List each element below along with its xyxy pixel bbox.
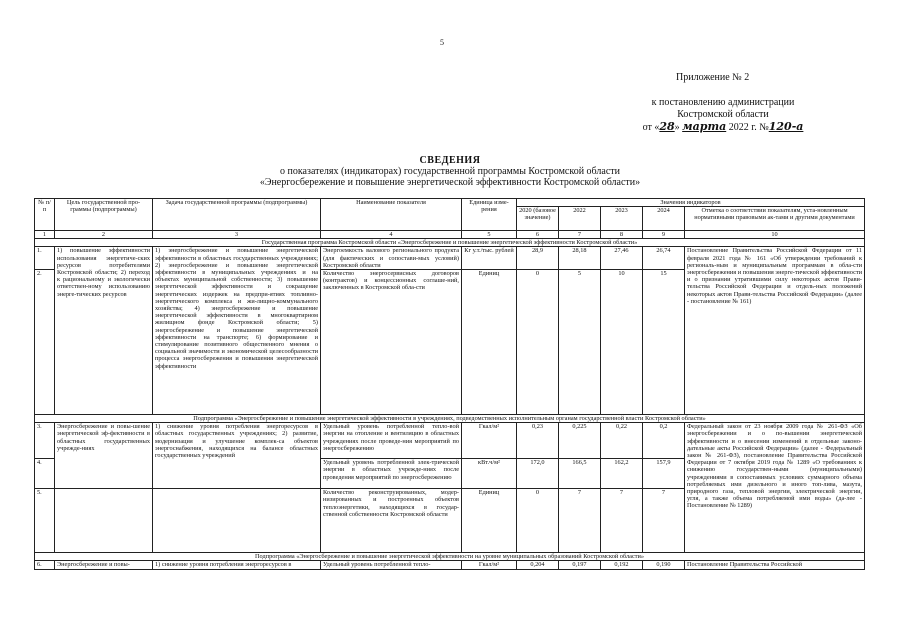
document-heading: [200, 155, 700, 188]
cell-unit: Единиц: [462, 489, 517, 553]
header-task: Задача государственной программы (подпрограммы): [153, 199, 321, 231]
cell-2020: 0,204: [517, 561, 559, 569]
cell-indicator: Количество реконструированных, модер-низированных и построенных объектов теплоэнергетики, находящихся в государ-ственной собственности Костромской области: [321, 489, 462, 553]
section-heading: Подпрограмма «Энергосбережение и повышение энергетической эффективности на уровне муниципальных образований Костромской области»: [35, 553, 865, 561]
cell-num: 3.: [35, 423, 55, 459]
handwritten-month: марта: [682, 120, 727, 133]
cell-goal: [55, 489, 153, 553]
appendix-title: Приложение № 2: [676, 72, 750, 83]
cell-unit: Единиц: [462, 270, 517, 415]
cell-unit: Гкал/м²: [462, 561, 517, 569]
resolution-block: [608, 97, 838, 134]
cell-indicator: Удельный уровень потребленной элек-трической энергии в областных учрежде-ниях после проведения мероприятий по энергосбережению: [321, 459, 462, 489]
col-number: 4: [321, 231, 462, 239]
cell-2023: 10: [601, 270, 643, 415]
cell-goal: Энергосбережение и повы-шение энергетической эф-фективности в областных государственных учрежде-ниях: [55, 423, 153, 489]
col-number: 10: [685, 231, 865, 239]
cell-num: 4.: [35, 459, 55, 489]
col-number: 7: [559, 231, 601, 239]
indicators-table: [34, 198, 865, 570]
cell-2022: 166,5: [559, 459, 601, 489]
col-number: 8: [601, 231, 643, 239]
cell-task: 1) энергосбережение и повышение энергетической эффективности в областных государственных учреждениях; 2) энергосбережение и повышение энергетической эффективности в муниципальных учреждениях и на объектах муниципальной собственности; 3) повышение энергетической эффективности и сокращение энергетических издержек на предпри-ятиях топливно-энергетического комплекса и жи-лищно-коммунального хозяйства; 4) энергосбережение и повышение энергетической эффективности в многоквартирном жилищном фонде Костромской области; 5) энергосбережение и повышение энергетической эффективности на транспорте; 6) формирование и стимулирование позитивного общественного мнения о социальной значимости и экономической целесообразности процесса энергосбережения и повышения энергетической эффективности: [153, 247, 321, 415]
header-2022: 2022: [559, 207, 601, 231]
column-numbers-row: [35, 231, 865, 239]
cell-num: 2.: [35, 270, 55, 415]
table-row: [35, 247, 865, 270]
header-values-group: Значения индикаторов: [517, 199, 865, 207]
header-num: № п/п: [35, 199, 55, 231]
header-note: Отметка о соответствии показателям, уста-новленным нормативными правовыми ак-тами и другими документами: [685, 207, 865, 231]
col-number: 6: [517, 231, 559, 239]
col-number: 1: [35, 231, 55, 239]
section-heading: Государственная программа Костромской области «Энергосбережение и повышение энергетической эффективности Костромской области»: [35, 239, 865, 247]
document-title: СВЕДЕНИЯ: [419, 155, 481, 166]
cell-num: 5.: [35, 489, 55, 553]
col-number: 9: [643, 231, 685, 239]
table-row: [35, 561, 865, 569]
cell-2023: 0,192: [601, 561, 643, 569]
cell-task: 1) снижение уровня потребления энергоресурсов в: [153, 561, 321, 569]
cell-goal: Энергосбережение и повы-: [55, 561, 153, 569]
cell-note: Постановление Правительства Российской Федерации от 11 февраля 2021 года № 161 «Об утверждении требований к региональ-ным и муниципальным программам в обла-сти энергосбережения и повышения энерге-тической эффективности и о признании утратившими силу некоторых актов Прави-тельства Российской Федерации и отдель-ных положений некоторых актов Прави-тельства Российской Федерации» (далее - постановление № 161): [685, 247, 865, 415]
header-indicator: Наименование показателя: [321, 199, 462, 231]
cell-2024: 0,190: [643, 561, 685, 569]
cell-2024: 15: [643, 270, 685, 415]
cell-2023: 27,46: [601, 247, 643, 270]
cell-num: 1.: [35, 247, 55, 270]
table-row: [35, 423, 865, 459]
cell-unit: Гкал/м²: [462, 423, 517, 459]
header-2023: 2023: [601, 207, 643, 231]
header-unit: Единица изме-рения: [462, 199, 517, 231]
col-number: 2: [55, 231, 153, 239]
cell-2024: 7: [643, 489, 685, 553]
cell-task: 1) снижение уровня потребления энергоресурсов в областных государственных учреждениях; 2) развитие, модернизация и улучшение комплек-са объектов энергоснабжения, находящихся на балансе областных государственных учреждений: [153, 423, 321, 489]
section-heading: Подпрограмма «Энергосбережение и повышение энергетической эффективности в учреждениях, подведомственных исполнительным органам государственной власти Костромской области»: [35, 415, 865, 423]
cell-2023: 0,22: [601, 423, 643, 459]
resolution-line1: к постановлению администрации: [651, 97, 795, 108]
cell-unit: Кг у.т./тыс. рублей: [462, 247, 517, 270]
handwritten-day: 28: [659, 120, 675, 133]
col-number: 3: [153, 231, 321, 239]
cell-indicator: Удельный уровень потребленной тепло-: [321, 561, 462, 569]
cell-2024: 26,74: [643, 247, 685, 270]
cell-2024: 0,2: [643, 423, 685, 459]
cell-2023: 162,2: [601, 459, 643, 489]
cell-2020: 0: [517, 489, 559, 553]
cell-2022: 0,225: [559, 423, 601, 459]
col-number: 5: [462, 231, 517, 239]
header-2020: 2020 (базовое значение): [517, 207, 559, 231]
cell-note: Постановление Правительства Российской: [685, 561, 865, 569]
handwritten-number: 120-а: [768, 120, 804, 133]
cell-2020: 0: [517, 270, 559, 415]
header-2024: 2024: [643, 207, 685, 231]
cell-2022: 5: [559, 270, 601, 415]
cell-2023: 7: [601, 489, 643, 553]
cell-2022: 0,197: [559, 561, 601, 569]
cell-2024: 157,9: [643, 459, 685, 489]
resolution-date: от «28» марта 2022 г. №120-а: [642, 120, 804, 133]
heading-line2: о показателях (индикаторах) государственной программы Костромской области: [280, 166, 620, 177]
heading-line3: «Энергосбережение и повышение энергетической эффективности Костромской области»: [259, 177, 641, 188]
cell-task: [153, 489, 321, 553]
cell-2020: 172,0: [517, 459, 559, 489]
cell-num: 6.: [35, 561, 55, 569]
cell-note: Федеральный закон от 23 ноября 2009 года № 261-ФЗ «Об энергосбережении и о по-вышении энергетической эффективности и о внесении изменений в отдельные законо-дательные акты Российской Федерации» (далее - Федеральный закон № 261-ФЗ), постановление Правительства Российской Федерации от 7 октября 2019 года № 1289 «О требованиях к снижению государствен-ными (муниципальными) учреждениями в сопоставимых условиях суммарного объема потребляемых ими дизельного и иного топ-лива, мазута, природного газа, тепловой энергии, электрической энергии, угля, а также объема потребляемой ими воды» (да-лее - Постановление № 1289): [685, 423, 865, 553]
cell-unit: кВт.ч/м²: [462, 459, 517, 489]
cell-2020: 0,23: [517, 423, 559, 459]
cell-indicator: Количество энергосервисных договоров (контрактов) и концессионных соглаше-ний, заключенных в Костромской обла-сти: [321, 270, 462, 415]
cell-2022: 7: [559, 489, 601, 553]
page-number: 5: [440, 38, 444, 47]
resolution-line2: Костромской области: [677, 109, 769, 120]
cell-2022: 28,18: [559, 247, 601, 270]
cell-indicator: Энергоемкость валового регионального продукта (для фактических и сопостави-мых условий) Костромской области: [321, 247, 462, 270]
cell-2020: 28,9: [517, 247, 559, 270]
cell-indicator: Удельный уровень потребленной тепло-вой энергии на отопление и вентиляцию в областных учреждениях после проведе-ния мероприятий по энергосбережению: [321, 423, 462, 459]
cell-goal: 1) повышение эффективности использования энергетиче-ских ресурсов потребителями Костромской области; 2) переход к рациональному и экологически ответствен-ному использованию энерге-тических ресурсов: [55, 247, 153, 415]
header-goal: Цель государственной про-граммы (подпрограммы): [55, 199, 153, 231]
